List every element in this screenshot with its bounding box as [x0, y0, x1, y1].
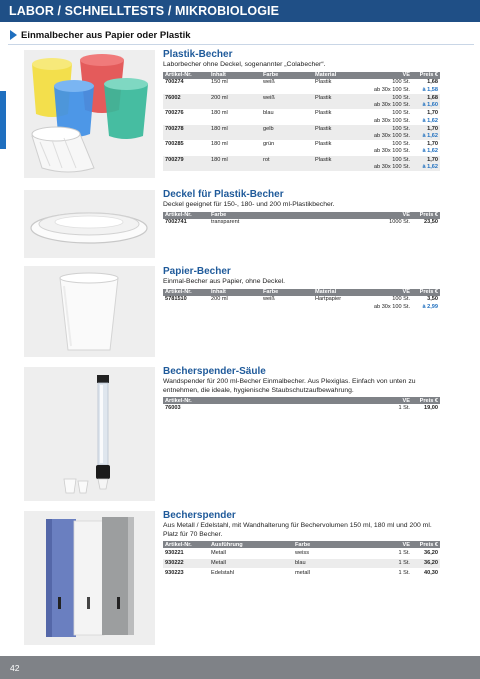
- col-header: Farbe: [293, 541, 365, 548]
- content-cell: 200 ml: [209, 94, 261, 102]
- col-header: VE: [365, 72, 412, 79]
- unit-cell: 1 St.: [365, 558, 412, 568]
- bulk-unit-cell: ab 30x 100 St.: [365, 132, 412, 140]
- version-cell: Metall: [211, 549, 226, 556]
- color-cell: weiß: [263, 296, 275, 303]
- table-row-sub: [163, 148, 440, 156]
- version-cell: Metall: [209, 558, 293, 568]
- product-table: [163, 212, 440, 227]
- color-cell: rot: [261, 155, 313, 163]
- version-cell: Edelstahl: [209, 568, 293, 578]
- price-cell: 1,68: [412, 94, 440, 102]
- article-number: 5781510: [165, 296, 187, 303]
- product-table: [163, 72, 440, 171]
- color-cell: blau: [261, 109, 313, 117]
- paper-cup-image: [24, 266, 155, 357]
- section-papier-becher: [163, 266, 441, 311]
- content-cell: 180 ml: [209, 155, 261, 163]
- table-row-sub: [163, 117, 440, 125]
- article-number: 930223: [163, 568, 209, 578]
- bulk-unit-cell: ab 30x 100 St.: [365, 102, 412, 110]
- content-cell: 180 ml: [209, 125, 261, 133]
- color-cell: gelb: [261, 125, 313, 133]
- table-row: [163, 125, 440, 133]
- section-description: Laborbecher ohne Deckel, sogenannter „Colabecher“.: [163, 61, 326, 68]
- bulk-price-cell: à 1,60: [412, 102, 440, 110]
- price-cell: 36,20: [412, 558, 440, 568]
- bulk-price-cell: à 1,62: [422, 117, 438, 124]
- content-cell: 150 ml: [211, 79, 228, 86]
- price-cell: 1,68: [427, 79, 438, 86]
- section-title: Deckel für Plastik-Becher: [163, 189, 284, 200]
- unit-cell: 100 St.: [392, 296, 410, 303]
- table-header-row: [163, 212, 440, 219]
- section-title: Becherspender-Säule: [163, 366, 266, 377]
- section-becherspender: [163, 510, 441, 578]
- section-description: Einmal-Becher aus Papier, ohne Deckel.: [163, 278, 286, 285]
- table-row: [163, 296, 440, 304]
- page-number: 42: [10, 663, 20, 673]
- bulk-price-cell: à 1,62: [412, 163, 440, 171]
- article-number: 7002741: [165, 219, 187, 226]
- col-header: Artikel-Nr.: [163, 289, 209, 296]
- color-cell: transparent: [211, 219, 240, 226]
- col-header: Inhalt: [209, 289, 261, 296]
- plastic-cups-image: [24, 50, 155, 178]
- material-cell: Plastik: [313, 140, 365, 148]
- color-cell: metall: [293, 568, 365, 578]
- lid-image: [24, 190, 155, 258]
- product-table: [163, 397, 440, 412]
- content-cell: 180 ml: [209, 140, 261, 148]
- section-title: Becherspender: [163, 510, 236, 521]
- table-row: [163, 140, 440, 148]
- color-cell: weiß: [261, 94, 313, 102]
- col-header: Artikel-Nr.: [163, 541, 209, 548]
- table-header-row: [163, 72, 440, 79]
- bulk-price-cell: à 1,62: [422, 148, 438, 155]
- col-header: Preis €: [412, 289, 440, 296]
- col-header: VE: [365, 397, 412, 404]
- table-row-sub: [163, 303, 440, 311]
- col-header: Ausführung: [209, 541, 293, 548]
- price-cell: 23,50: [424, 219, 438, 226]
- table-row-sub: [163, 163, 440, 171]
- article-number: 700285: [163, 140, 209, 148]
- product-table: [163, 541, 440, 578]
- section-title: Plastik-Becher: [163, 49, 233, 60]
- section-deckel: [163, 189, 441, 226]
- table-row: [163, 558, 440, 568]
- col-header: Artikel-Nr.: [163, 72, 209, 79]
- bulk-price-cell: à 2,99: [422, 304, 438, 311]
- section-plastik-becher: [163, 49, 441, 171]
- col-header: Artikel-Nr.: [163, 397, 365, 404]
- unit-cell: 1 St.: [365, 568, 412, 578]
- dispenser-column-image: [24, 367, 155, 501]
- article-number: 700276: [163, 109, 209, 117]
- table-row: [163, 548, 440, 558]
- table-row: [163, 109, 440, 117]
- table-row-sub: [163, 102, 440, 110]
- section-title: Papier-Becher: [163, 266, 231, 277]
- col-header: Preis €: [412, 72, 440, 79]
- table-header-row: [163, 541, 440, 548]
- col-header: Material: [313, 72, 365, 79]
- article-number: 700278: [163, 125, 209, 133]
- unit-cell: 100 St.: [365, 94, 412, 102]
- bulk-unit-cell: ab 30x 100 St.: [373, 117, 410, 124]
- product-table: [163, 289, 440, 311]
- price-cell: 40,30: [412, 568, 440, 578]
- article-number: 930221: [165, 549, 184, 556]
- page-category-title: LABOR / SCHNELLTESTS / MIKROBIOLOGIE: [9, 4, 280, 18]
- table-row: [163, 155, 440, 163]
- table-header-row: [163, 289, 440, 296]
- subheader: [10, 29, 191, 41]
- unit-cell: 1000 St.: [389, 219, 410, 226]
- material-cell: Plastik: [315, 79, 332, 86]
- color-cell: grün: [261, 140, 313, 148]
- unit-cell: 100 St.: [392, 79, 410, 86]
- bulk-unit-cell: ab 30x 100 St.: [373, 86, 410, 93]
- color-cell: weiss: [295, 549, 309, 556]
- color-cell: weiß: [263, 79, 275, 86]
- col-header: VE: [365, 289, 412, 296]
- content-cell: 180 ml: [209, 109, 261, 117]
- article-number: 76003: [165, 405, 181, 412]
- price-cell: 1,70: [412, 109, 440, 117]
- section-description: Deckel geeignet für 150-, 180- und 200 ml-Plastikbecher.: [163, 201, 335, 208]
- unit-cell: 1 St.: [398, 549, 410, 556]
- col-header: Preis €: [412, 397, 440, 404]
- article-number: 700279: [163, 155, 209, 163]
- col-header: Material: [313, 289, 365, 296]
- color-cell: blau: [293, 558, 365, 568]
- table-row-sub: [163, 86, 440, 94]
- price-cell: 36,20: [424, 549, 438, 556]
- article-number: 700274: [165, 79, 184, 86]
- section-description: Wandspender für 200 ml-Becher Einmalbecher. Aus Plexiglas. Einfach von unten zu entnehmen, die ideale, hygienische Staubschutzaufbewahrung.: [163, 378, 416, 394]
- material-cell: Plastik: [313, 125, 365, 133]
- material-cell: Hartpapier: [315, 296, 342, 303]
- table-row: [163, 568, 440, 578]
- footer-bar: [0, 656, 480, 679]
- col-header: Inhalt: [209, 72, 261, 79]
- col-header: Artikel-Nr.: [163, 212, 209, 219]
- bulk-price-cell: à 1,62: [412, 132, 440, 140]
- table-row: [163, 404, 440, 412]
- col-header: Farbe: [209, 212, 365, 219]
- col-header: Preis €: [412, 541, 440, 548]
- content-cell: 200 ml: [211, 296, 228, 303]
- unit-cell: 100 St.: [365, 155, 412, 163]
- col-header: VE: [365, 212, 412, 219]
- side-tab-marker: [0, 91, 6, 149]
- col-header: Preis €: [412, 212, 440, 219]
- table-row: [163, 94, 440, 102]
- col-header: VE: [365, 541, 412, 548]
- bulk-unit-cell: ab 30x 100 St.: [373, 148, 410, 155]
- col-header: Farbe: [261, 289, 313, 296]
- metal-dispensers-image: [24, 511, 155, 645]
- material-cell: Plastik: [313, 109, 365, 117]
- table-row: [163, 79, 440, 87]
- section-description: Aus Metall / Edelstahl, mit Wandhalterung für Bechervolumen 150 ml, 180 ml und 200 ml. Platz für 70 Becher.: [163, 522, 432, 538]
- divider: [8, 44, 474, 45]
- section-becherspender-saeule: [163, 366, 441, 412]
- bulk-unit-cell: ab 30x 100 St.: [373, 304, 410, 311]
- material-cell: Plastik: [313, 155, 365, 163]
- unit-cell: 100 St.: [365, 109, 412, 117]
- table-row-sub: [163, 132, 440, 140]
- triangle-arrow-icon: [10, 30, 17, 40]
- table-row: [163, 219, 440, 227]
- bulk-unit-cell: ab 30x 100 St.: [365, 163, 412, 171]
- price-cell: 1,70: [412, 155, 440, 163]
- article-number: 930222: [163, 558, 209, 568]
- material-cell: Plastik: [313, 94, 365, 102]
- price-cell: 19,00: [424, 405, 438, 412]
- subheader-title: Einmalbecher aus Papier oder Plastik: [21, 29, 191, 41]
- table-header-row: [163, 397, 440, 404]
- unit-cell: 100 St.: [365, 140, 412, 148]
- price-cell: 1,70: [412, 125, 440, 133]
- article-number: 76002: [163, 94, 209, 102]
- price-cell: 1,70: [412, 140, 440, 148]
- unit-cell: 1 St.: [398, 405, 410, 412]
- unit-cell: 100 St.: [365, 125, 412, 133]
- header-bar: [0, 0, 480, 22]
- bulk-price-cell: à 1,58: [422, 86, 438, 93]
- price-cell: 3,50: [427, 296, 438, 303]
- col-header: Farbe: [261, 72, 313, 79]
